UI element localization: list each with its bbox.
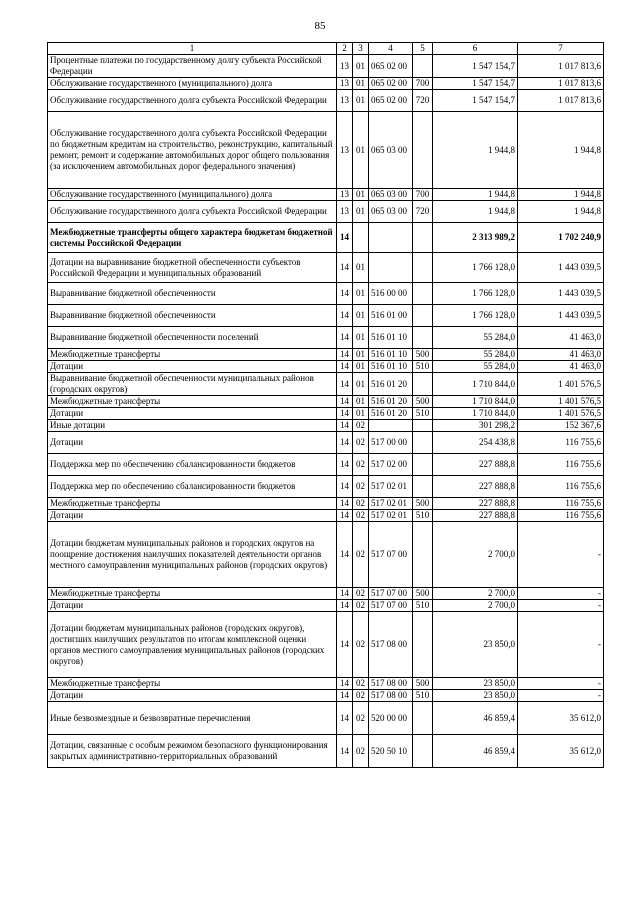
cell-target-article: 517 02 01 (369, 510, 413, 522)
cell-subsection-code: 01 (353, 305, 369, 327)
cell-amount-col7: - (518, 612, 604, 678)
cell-name: Дотации (48, 432, 337, 454)
cell-expense-type (413, 735, 433, 768)
cell-section-code: 14 (337, 420, 353, 432)
cell-amount-col7: 1 944,8 (518, 201, 604, 223)
cell-amount-col7: 35 612,0 (518, 702, 604, 735)
cell-amount-col7: 116 755,6 (518, 498, 604, 510)
cell-expense-type: 500 (413, 498, 433, 510)
cell-amount-col6: 227 888,8 (433, 510, 518, 522)
cell-target-article: 517 08 00 (369, 690, 413, 702)
cell-name: Обслуживание государственного (муниципального) долга (48, 78, 337, 90)
cell-target-article: 516 00 00 (369, 283, 413, 305)
table-row (48, 702, 604, 735)
cell-amount-col6: 301 298,2 (433, 420, 518, 432)
cell-target-article (369, 223, 413, 253)
cell-target-article: 517 02 01 (369, 476, 413, 498)
cell-expense-type (413, 55, 433, 78)
cell-amount-col6: 227 888,8 (433, 498, 518, 510)
header-col-5: 5 (413, 43, 433, 55)
cell-amount-col6: 1 944,8 (433, 189, 518, 201)
cell-subsection-code: 02 (353, 612, 369, 678)
cell-section-code: 14 (337, 498, 353, 510)
cell-name: Дотации (48, 690, 337, 702)
cell-section-code: 14 (337, 327, 353, 349)
cell-section-code: 14 (337, 223, 353, 253)
cell-name: Выравнивание бюджетной обеспеченности (48, 305, 337, 327)
cell-subsection-code: 01 (353, 90, 369, 112)
cell-amount-col7: 116 755,6 (518, 510, 604, 522)
table-row (48, 201, 604, 223)
cell-name: Иные дотации (48, 420, 337, 432)
cell-amount-col7: 35 612,0 (518, 735, 604, 768)
cell-amount-col6: 23 850,0 (433, 612, 518, 678)
cell-target-article: 517 08 00 (369, 678, 413, 690)
cell-subsection-code: 01 (353, 55, 369, 78)
cell-amount-col7: 116 755,6 (518, 432, 604, 454)
header-row (48, 43, 604, 55)
cell-section-code: 13 (337, 55, 353, 78)
cell-name: Выравнивание бюджетной обеспеченности муниципальных районов (городских округов) (48, 373, 337, 396)
cell-target-article: 516 01 00 (369, 305, 413, 327)
cell-subsection-code (353, 223, 369, 253)
cell-target-article: 517 07 00 (369, 588, 413, 600)
cell-section-code: 14 (337, 510, 353, 522)
cell-target-article: 065 03 00 (369, 201, 413, 223)
cell-name: Поддержка мер по обеспечению сбалансированности бюджетов (48, 454, 337, 476)
cell-name: Обслуживание государственного (муниципального) долга (48, 189, 337, 201)
cell-amount-col6: 1 710 844,0 (433, 396, 518, 408)
cell-expense-type (413, 373, 433, 396)
cell-subsection-code: 02 (353, 690, 369, 702)
cell-expense-type: 500 (413, 678, 433, 690)
cell-expense-type (413, 454, 433, 476)
table-row (48, 454, 604, 476)
cell-target-article: 517 02 00 (369, 454, 413, 476)
cell-expense-type: 720 (413, 201, 433, 223)
cell-amount-col7: - (518, 678, 604, 690)
cell-target-article: 516 01 20 (369, 373, 413, 396)
table-row (48, 396, 604, 408)
cell-amount-col7: 1 944,8 (518, 189, 604, 201)
cell-amount-col7: 1 017 813,6 (518, 55, 604, 78)
page-number: 85 (314, 20, 326, 32)
cell-name: Выравнивание бюджетной обеспеченности (48, 283, 337, 305)
table-row (48, 420, 604, 432)
table-row (48, 112, 604, 189)
cell-section-code: 14 (337, 305, 353, 327)
cell-amount-col6: 1 944,8 (433, 112, 518, 189)
cell-expense-type (413, 476, 433, 498)
cell-amount-col7: 1 017 813,6 (518, 78, 604, 90)
cell-amount-col6: 23 850,0 (433, 678, 518, 690)
cell-subsection-code: 02 (353, 678, 369, 690)
cell-amount-col7: - (518, 690, 604, 702)
cell-section-code: 14 (337, 522, 353, 588)
cell-amount-col7: 1 401 576,5 (518, 373, 604, 396)
cell-section-code: 13 (337, 189, 353, 201)
cell-amount-col7: 1 443 039,5 (518, 305, 604, 327)
cell-section-code: 14 (337, 690, 353, 702)
cell-expense-type: 510 (413, 408, 433, 420)
header-col-6: 6 (433, 43, 518, 55)
cell-amount-col7: 41 463,0 (518, 349, 604, 361)
cell-section-code: 13 (337, 90, 353, 112)
table-row (48, 305, 604, 327)
cell-subsection-code: 02 (353, 510, 369, 522)
cell-subsection-code: 02 (353, 735, 369, 768)
cell-subsection-code: 02 (353, 498, 369, 510)
cell-section-code: 14 (337, 373, 353, 396)
cell-amount-col6: 1 547 154,7 (433, 78, 518, 90)
cell-section-code: 14 (337, 476, 353, 498)
table-row (48, 612, 604, 678)
cell-subsection-code: 02 (353, 522, 369, 588)
cell-name: Межбюджетные трансферты (48, 349, 337, 361)
cell-amount-col6: 2 313 989,2 (433, 223, 518, 253)
cell-section-code: 14 (337, 408, 353, 420)
cell-target-article: 520 00 00 (369, 702, 413, 735)
cell-section-code: 14 (337, 454, 353, 476)
table-row (48, 283, 604, 305)
cell-target-article: 520 50 10 (369, 735, 413, 768)
cell-section-code: 14 (337, 361, 353, 373)
cell-subsection-code: 02 (353, 600, 369, 612)
cell-expense-type (413, 612, 433, 678)
cell-section-code: 14 (337, 588, 353, 600)
cell-subsection-code: 01 (353, 78, 369, 90)
cell-target-article: 516 01 10 (369, 349, 413, 361)
cell-amount-col6: 55 284,0 (433, 361, 518, 373)
budget-table (47, 42, 604, 768)
cell-amount-col6: 46 859,4 (433, 702, 518, 735)
cell-section-code: 13 (337, 78, 353, 90)
cell-expense-type: 700 (413, 78, 433, 90)
cell-expense-type: 510 (413, 600, 433, 612)
cell-expense-type (413, 327, 433, 349)
cell-amount-col6: 2 700,0 (433, 522, 518, 588)
cell-expense-type (413, 112, 433, 189)
table-row (48, 522, 604, 588)
cell-name: Межбюджетные трансферты (48, 498, 337, 510)
cell-subsection-code: 01 (353, 408, 369, 420)
cell-name: Поддержка мер по обеспечению сбалансированности бюджетов (48, 476, 337, 498)
cell-name: Обслуживание государственного долга субъекта Российской Федерации по бюджетным кредитам на строительство, реконструкцию, капитальный ремонт, ремонт и содержание автомобильных дорог общего пользования (за исключением автомобильных дорог федерального значения) (48, 112, 337, 189)
cell-expense-type (413, 305, 433, 327)
table-row (48, 476, 604, 498)
cell-amount-col7: 1 401 576,5 (518, 396, 604, 408)
cell-amount-col7: 1 702 240,9 (518, 223, 604, 253)
cell-subsection-code: 02 (353, 454, 369, 476)
cell-expense-type: 500 (413, 349, 433, 361)
cell-section-code: 14 (337, 735, 353, 768)
cell-amount-col7: 152 367,6 (518, 420, 604, 432)
cell-subsection-code: 02 (353, 420, 369, 432)
cell-expense-type: 700 (413, 189, 433, 201)
cell-name: Дотации (48, 510, 337, 522)
header-col-1: 1 (48, 43, 337, 55)
cell-amount-col6: 55 284,0 (433, 349, 518, 361)
cell-amount-col6: 1 766 128,0 (433, 283, 518, 305)
cell-target-article: 065 02 00 (369, 55, 413, 78)
cell-amount-col6: 227 888,8 (433, 476, 518, 498)
cell-amount-col7: 1 017 813,6 (518, 90, 604, 112)
cell-amount-col6: 46 859,4 (433, 735, 518, 768)
cell-amount-col6: 254 438,8 (433, 432, 518, 454)
cell-expense-type (413, 223, 433, 253)
table-row (48, 189, 604, 201)
cell-expense-type: 720 (413, 90, 433, 112)
cell-expense-type: 500 (413, 588, 433, 600)
cell-subsection-code: 02 (353, 702, 369, 735)
table-body (48, 55, 604, 768)
header-col-2: 2 (337, 43, 353, 55)
table-row (48, 361, 604, 373)
table-row (48, 690, 604, 702)
table-row (48, 55, 604, 78)
cell-amount-col7: 41 463,0 (518, 327, 604, 349)
cell-name: Межбюджетные трансферты (48, 678, 337, 690)
cell-subsection-code: 02 (353, 588, 369, 600)
cell-expense-type: 510 (413, 690, 433, 702)
cell-amount-col7: 1 443 039,5 (518, 283, 604, 305)
table-row (48, 600, 604, 612)
cell-expense-type (413, 702, 433, 735)
cell-expense-type (413, 253, 433, 283)
cell-amount-col6: 1 710 844,0 (433, 373, 518, 396)
cell-target-article: 516 01 10 (369, 327, 413, 349)
cell-subsection-code: 01 (353, 112, 369, 189)
cell-name: Обслуживание государственного долга субъекта Российской Федерации (48, 90, 337, 112)
cell-name: Процентные платежи по государственному долгу субъекта Российской Федерации (48, 55, 337, 78)
table-row (48, 349, 604, 361)
cell-target-article: 517 02 01 (369, 498, 413, 510)
table-row (48, 498, 604, 510)
table-row (48, 678, 604, 690)
table-row (48, 373, 604, 396)
cell-expense-type (413, 432, 433, 454)
cell-amount-col7: - (518, 522, 604, 588)
cell-section-code: 14 (337, 612, 353, 678)
cell-target-article: 517 08 00 (369, 612, 413, 678)
cell-target-article: 516 01 20 (369, 396, 413, 408)
table-row (48, 408, 604, 420)
cell-amount-col6: 1 710 844,0 (433, 408, 518, 420)
cell-name: Межбюджетные трансферты (48, 588, 337, 600)
cell-amount-col6: 1 944,8 (433, 201, 518, 223)
cell-expense-type: 510 (413, 510, 433, 522)
cell-name: Дотации бюджетам муниципальных районов и городских округов на поощрение достижения наилучших показателей деятельности органов местного самоуправления муниципальных районов (городских округов) (48, 522, 337, 588)
cell-name: Дотации, связанные с особым режимом безопасного функционирования закрытых административно-территориальных образований (48, 735, 337, 768)
cell-amount-col7: 1 443 039,5 (518, 253, 604, 283)
cell-section-code: 14 (337, 253, 353, 283)
cell-amount-col7: 41 463,0 (518, 361, 604, 373)
cell-expense-type: 500 (413, 396, 433, 408)
cell-subsection-code: 01 (353, 283, 369, 305)
cell-target-article: 516 01 20 (369, 408, 413, 420)
header-col-3: 3 (353, 43, 369, 55)
cell-subsection-code: 01 (353, 349, 369, 361)
cell-name: Иные безвозмездные и безвозвратные перечисления (48, 702, 337, 735)
cell-section-code: 14 (337, 283, 353, 305)
cell-subsection-code: 01 (353, 396, 369, 408)
cell-target-article (369, 253, 413, 283)
cell-amount-col6: 23 850,0 (433, 690, 518, 702)
cell-expense-type (413, 522, 433, 588)
cell-name: Дотации (48, 408, 337, 420)
cell-target-article: 517 07 00 (369, 600, 413, 612)
cell-subsection-code: 01 (353, 189, 369, 201)
table-row (48, 223, 604, 253)
table-row (48, 588, 604, 600)
cell-amount-col6: 1 766 128,0 (433, 305, 518, 327)
cell-amount-col7: 1 401 576,5 (518, 408, 604, 420)
cell-expense-type: 510 (413, 361, 433, 373)
table-row (48, 735, 604, 768)
table-row (48, 78, 604, 90)
cell-name: Дотации (48, 600, 337, 612)
cell-section-code: 13 (337, 112, 353, 189)
cell-target-article: 065 02 00 (369, 90, 413, 112)
cell-amount-col7: - (518, 600, 604, 612)
cell-amount-col6: 2 700,0 (433, 588, 518, 600)
table-row (48, 90, 604, 112)
cell-subsection-code: 01 (353, 373, 369, 396)
table-row (48, 327, 604, 349)
cell-subsection-code: 01 (353, 361, 369, 373)
cell-amount-col7: 1 944,8 (518, 112, 604, 189)
cell-target-article: 065 03 00 (369, 189, 413, 201)
cell-subsection-code: 02 (353, 432, 369, 454)
cell-subsection-code: 01 (353, 327, 369, 349)
header-col-7: 7 (518, 43, 604, 55)
cell-subsection-code: 02 (353, 476, 369, 498)
cell-amount-col6: 2 700,0 (433, 600, 518, 612)
cell-section-code: 13 (337, 201, 353, 223)
table-row (48, 253, 604, 283)
cell-name: Дотации на выравнивание бюджетной обеспеченности субъектов Российской Федерации и муниципальных образований (48, 253, 337, 283)
cell-amount-col6: 227 888,8 (433, 454, 518, 476)
cell-expense-type (413, 283, 433, 305)
cell-name: Дотации (48, 361, 337, 373)
cell-subsection-code: 01 (353, 201, 369, 223)
header-col-4: 4 (369, 43, 413, 55)
cell-section-code: 14 (337, 349, 353, 361)
cell-amount-col6: 1 766 128,0 (433, 253, 518, 283)
cell-name: Выравнивание бюджетной обеспеченности поселений (48, 327, 337, 349)
cell-name: Межбюджетные трансферты общего характера бюджетам бюджетной системы Российской Федерации (48, 223, 337, 253)
cell-target-article: 517 07 00 (369, 522, 413, 588)
cell-amount-col6: 1 547 154,7 (433, 90, 518, 112)
cell-name: Дотации бюджетам муниципальных районов (городских округов), достигших наилучших результатов по итогам комплексной оценки органов местного самоуправления муниципальных районов (городских округов) (48, 612, 337, 678)
cell-target-article: 065 02 00 (369, 78, 413, 90)
cell-target-article: 517 00 00 (369, 432, 413, 454)
table-row (48, 432, 604, 454)
cell-section-code: 14 (337, 702, 353, 735)
cell-subsection-code: 01 (353, 253, 369, 283)
cell-name: Межбюджетные трансферты (48, 396, 337, 408)
cell-amount-col6: 55 284,0 (433, 327, 518, 349)
cell-section-code: 14 (337, 432, 353, 454)
cell-amount-col7: - (518, 588, 604, 600)
cell-section-code: 14 (337, 396, 353, 408)
cell-expense-type (413, 420, 433, 432)
cell-target-article: 065 03 00 (369, 112, 413, 189)
cell-name: Обслуживание государственного долга субъекта Российской Федерации (48, 201, 337, 223)
table-row (48, 510, 604, 522)
cell-amount-col7: 116 755,6 (518, 454, 604, 476)
cell-target-article (369, 420, 413, 432)
cell-target-article: 516 01 10 (369, 361, 413, 373)
cell-section-code: 14 (337, 600, 353, 612)
cell-amount-col6: 1 547 154,7 (433, 55, 518, 78)
cell-section-code: 14 (337, 678, 353, 690)
cell-amount-col7: 116 755,6 (518, 476, 604, 498)
